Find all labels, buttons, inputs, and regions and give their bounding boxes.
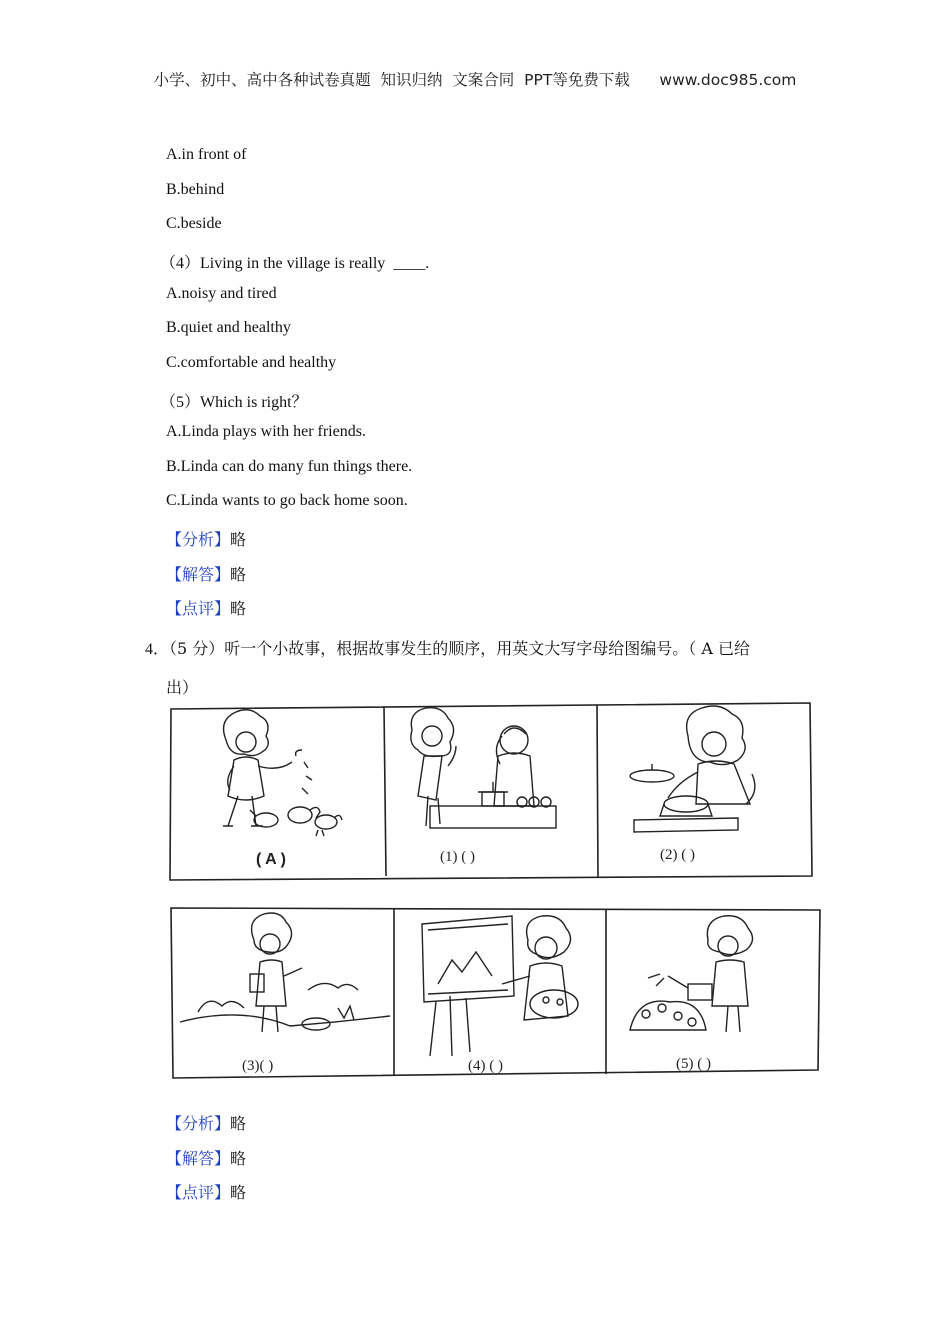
question-4-line2: 出）: [166, 678, 199, 697]
comment-text: 略: [230, 1185, 247, 1202]
analysis-tag: 【分析】: [166, 1116, 231, 1133]
q5-sub-option-b: B.Linda can do many fun things there.: [166, 458, 413, 475]
answer-text: 略: [230, 567, 247, 584]
q3-analysis: [166, 527, 246, 550]
q5-sub-prompt: （5）Which is right？: [160, 394, 308, 411]
q4-sub-prompt: （4）Living in the village is really ____.: [160, 255, 430, 272]
q3-option-b: B.behind: [166, 181, 225, 198]
q4-sub-option-c: C.comfortable and healthy: [166, 354, 337, 371]
panel-label-5: (5) ( ): [676, 1056, 711, 1072]
question-4: [145, 630, 815, 707]
answer-text: 略: [230, 1151, 247, 1168]
analysis-text: 略: [230, 532, 247, 549]
panel-label-3: (3)( ): [242, 1058, 274, 1074]
panel-2-illustration: [630, 706, 755, 832]
q3-option-a: A.in front of: [166, 146, 247, 163]
panel-label-1: (1) ( ): [440, 849, 475, 865]
panel-label-2: (2) ( ): [660, 847, 695, 863]
header-text: 小学、初中、高中各种试卷真题 知识归纳 文案合同 PPT等免费下载: [153, 71, 630, 89]
panel-a-illustration: [223, 710, 342, 836]
q3-option-c: C.beside: [166, 215, 222, 232]
header-url: www.doc985.com: [659, 71, 797, 89]
answer-tag: 【解答】: [166, 567, 231, 584]
analysis-tag: 【分析】: [166, 532, 231, 549]
answer-tag: 【解答】: [166, 1151, 231, 1168]
panel-label-4: (4) ( ): [468, 1058, 503, 1074]
comment-text: 略: [230, 601, 247, 618]
q4-analysis: [166, 1111, 246, 1134]
panel-4-illustration: [422, 916, 578, 1056]
q4-sub-option-b: B.quiet and healthy: [166, 319, 291, 336]
panel-label-a: ( A ): [256, 851, 286, 868]
q3-answer: [166, 562, 246, 585]
panel-1-illustration: [411, 708, 556, 828]
panel-5-illustration: [630, 916, 753, 1032]
analysis-text: 略: [230, 1116, 247, 1133]
q5-sub-option-a: A.Linda plays with her friends.: [166, 423, 366, 440]
comment-tag: 【点评】: [166, 1185, 231, 1202]
panel-3-illustration: [180, 913, 390, 1032]
question-4-line1: [145, 630, 815, 669]
q4-sub-option-a: A.noisy and tired: [166, 285, 277, 302]
q5-sub-option-c: C.Linda wants to go back home soon.: [166, 492, 408, 509]
question-4-text: （5 分）听一个小故事，根据故事发生的顺序，用英文大写字母给图编号。（ A 已给: [169, 639, 751, 658]
picture-row-bottom: [168, 904, 824, 1084]
comment-tag: 【点评】: [166, 601, 231, 618]
page-header: [0, 68, 950, 90]
q3-comment: [166, 596, 246, 619]
q4-comment: [166, 1180, 246, 1203]
picture-row-top: [168, 700, 814, 884]
question-number: 4．: [145, 641, 170, 658]
q4-answer: [166, 1146, 246, 1169]
